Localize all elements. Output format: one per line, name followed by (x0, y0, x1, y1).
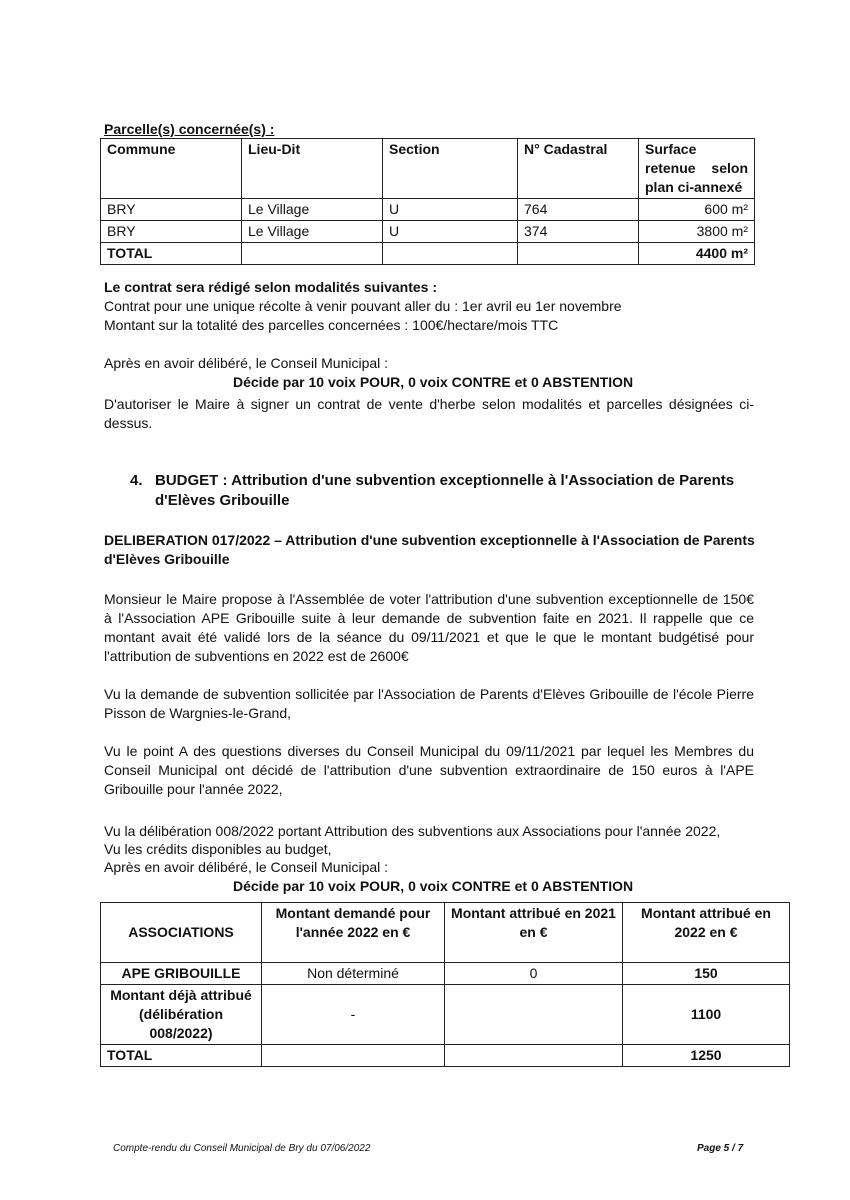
cell-surface: 600 m² (639, 199, 755, 221)
header-lieu-dit: Lieu-Dit (242, 139, 383, 199)
empty-cell (518, 243, 639, 265)
decision-intro: Après en avoir délibéré, le Conseil Municipal : (104, 355, 389, 371)
cell-section: U (383, 199, 518, 221)
section-title: BUDGET : Attribution d'une subvention exceptionnelle à l'Association de Parents d'Elèves Gribouille (155, 472, 735, 509)
section-number: 4. (130, 472, 143, 489)
decision-vote: Décide par 10 voix POUR, 0 voix CONTRE et 0 ABSTENTION (233, 374, 634, 390)
cell-cadastral: 764 (518, 199, 639, 221)
table-row (101, 221, 755, 243)
cell-montant-2022: 150 (623, 963, 790, 985)
empty-cell (445, 1045, 623, 1067)
contrat-heading: Le contrat sera rédigé selon modalités suivantes : (104, 279, 437, 295)
table-total-row (101, 1045, 790, 1067)
header-montant-2022: Montant attribué en 2022 en € (623, 903, 790, 963)
contrat-line1: Contrat pour une unique récolte à venir pouvant aller du : 1er avril eu 1er novembre (104, 298, 622, 314)
table-header-row (101, 139, 755, 199)
cell-surface: 3800 m² (639, 221, 755, 243)
header-commune: Commune (101, 139, 242, 199)
table-row (101, 963, 790, 985)
contrat-line2: Montant sur la totalité des parcelles concernées : 100€/hectare/mois TTC (104, 317, 559, 333)
cell-montant-2021 (445, 985, 623, 1045)
empty-cell (383, 243, 518, 265)
header-montant-2021: Montant attribué en 2021 en € (445, 903, 623, 963)
cell-montant-2021: 0 (445, 963, 623, 985)
deliberation-title: DELIBERATION 017/2022 – Attribution d'une subvention exceptionnelle à l'Association de Parents d'Elèves Gribouille (104, 532, 755, 567)
header-cadastral: N° Cadastral (518, 139, 639, 199)
total-label: TOTAL (101, 243, 242, 265)
empty-cell (262, 1045, 445, 1067)
cell-commune: BRY (101, 199, 242, 221)
empty-cell (242, 243, 383, 265)
cell-association: Montant déjà attribué (délibération 008/2022) (101, 985, 262, 1045)
deliberation-p4b: Vu les crédits disponibles au budget, (104, 841, 332, 857)
subventions-table (100, 902, 790, 1067)
deliberation-p4c: Après en avoir délibéré, le Conseil Municipal : (104, 859, 389, 875)
table-row (101, 985, 790, 1045)
deliberation-p2: Vu la demande de subvention sollicitée par l'Association de Parents d'Elèves Gribouille de l'école Pierre Pisson de Wargnies-le-Grand, (104, 686, 754, 721)
footer-left: Compte-rendu du Conseil Municipal de Bry du 07/06/2022 (113, 1143, 371, 1154)
cell-section: U (383, 221, 518, 243)
table-row (101, 199, 755, 221)
cell-montant-2022: 1100 (623, 985, 790, 1045)
cell-commune: BRY (101, 221, 242, 243)
header-associations: ASSOCIATIONS (101, 903, 262, 963)
deliberation-p3: Vu le point A des questions diverses du Conseil Municipal du 09/11/2021 par lequel les Membres du Conseil Municipal ont décidé de l'attribution d'une subvention extraordinaire de 150 euros à l'APE Gribouille pour l'année 2022, (104, 743, 754, 797)
table-total-row (101, 243, 755, 265)
total-label: TOTAL (101, 1045, 262, 1067)
parcelles-table (100, 138, 755, 265)
footer-page-number: Page 5 / 7 (697, 1143, 744, 1154)
table-header-row (101, 903, 790, 963)
deliberation-p4a: Vu la délibération 008/2022 portant Attribution des subventions aux Associations pour l'année 2022, (104, 823, 721, 839)
cell-montant-demande: Non déterminé (262, 963, 445, 985)
cell-cadastral: 374 (518, 221, 639, 243)
parcelles-heading: Parcelle(s) concernée(s) : (104, 121, 275, 137)
deliberation-p1: Monsieur le Maire propose à l'Assemblée de voter l'attribution d'une subvention exceptionnelle de 150€ à l'Association APE Gribouille suite à leur demande de subvention faite en 2021. Il rappelle que ce montant avait été validé lors de la séance du 09/11/2021 et que le que le montant budgétisé pour l'attribution de subventions en 2022 est de 2600€ (104, 591, 754, 664)
cell-lieu-dit: Le Villagе (242, 199, 383, 221)
cell-association: APE GRIBOUILLE (101, 963, 262, 985)
deliberation-vote: Décide par 10 voix POUR, 0 voix CONTRE et 0 ABSTENTION (233, 878, 634, 894)
cell-lieu-dit: Le Village (242, 221, 383, 243)
header-surface: Surface retenue selon plan ci-annexé (639, 139, 755, 199)
header-montant-demande: Montant demandé pour l'année 2022 en € (262, 903, 445, 963)
total-value: 1250 (623, 1045, 790, 1067)
total-value: 4400 m² (639, 243, 755, 265)
header-section: Section (383, 139, 518, 199)
cell-montant-demande: - (262, 985, 445, 1045)
decision-text: D'autoriser le Maire à signer un contrat de vente d'herbe selon modalités et parcelles désignées ci-dessus. (104, 396, 754, 431)
